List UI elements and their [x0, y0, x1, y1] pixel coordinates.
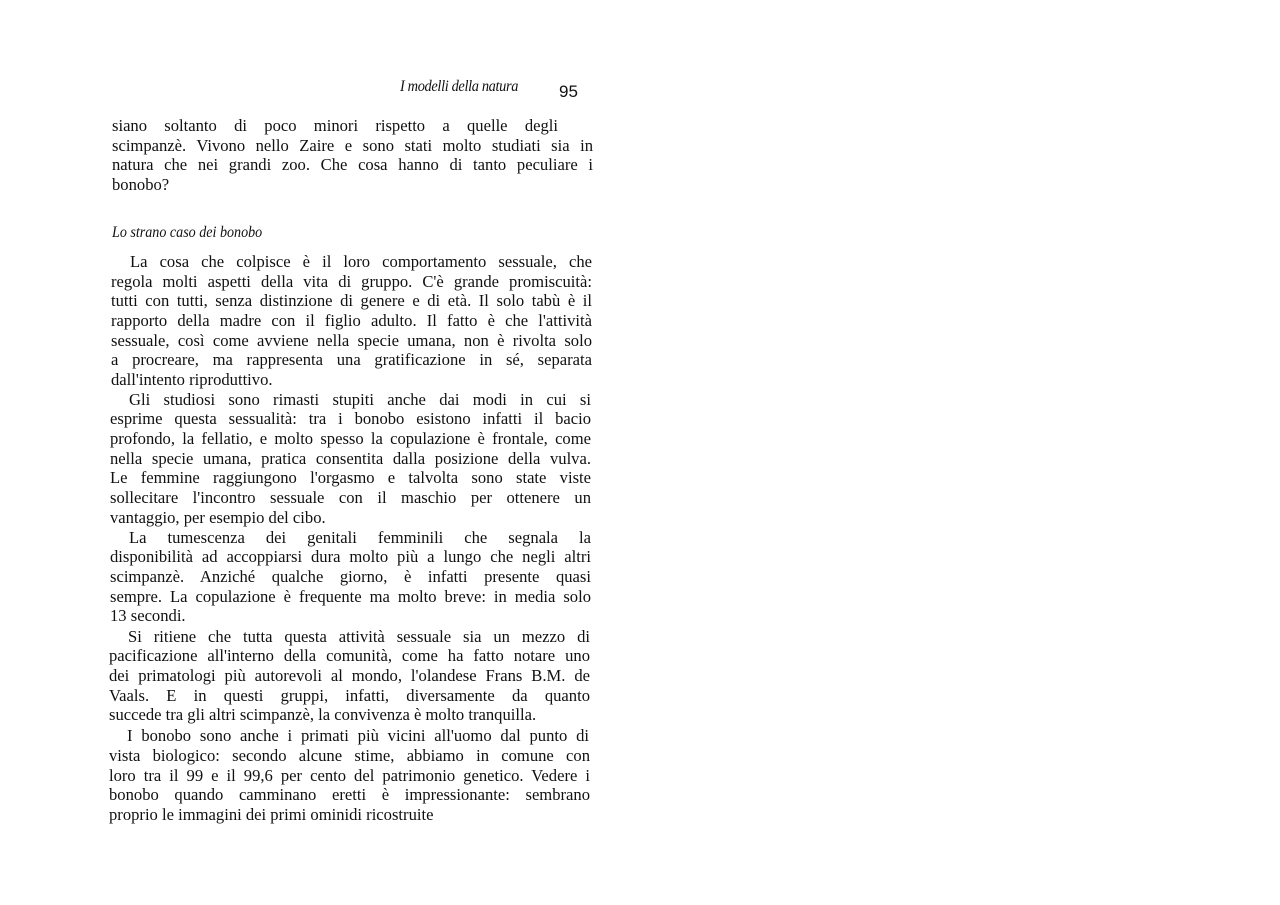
- text-line: succede tra gli altri scimpanzè, la convivenza è molto tranquilla.: [109, 705, 537, 724]
- text-line: sollecitare l'incontro sessuale con il maschio per ottenere un: [110, 488, 591, 507]
- text-line: nella specie umana, pratica consentita dalla posizione della vulva.: [110, 449, 591, 468]
- text-line: 13 secondi.: [110, 606, 186, 625]
- text-line: dall'intento riproduttivo.: [111, 370, 273, 389]
- text-line: La cosa che colpisce è il loro comportamento sessuale, che: [130, 252, 592, 271]
- text-line: tutti con tutti, senza distinzione di genere e di età. Il solo tabù è il: [111, 291, 592, 310]
- text-line: natura che nei grandi zoo. Che cosa hanno di tanto peculiare i: [112, 155, 593, 174]
- text-line: I bonobo sono anche i primati più vicini all'uomo dal punto di: [127, 726, 589, 745]
- text-line: rapporto della madre con il figlio adulto. Il fatto è che l'attività: [111, 311, 592, 330]
- text-line: pacificazione all'interno della comunità, come ha fatto notare uno: [109, 646, 590, 665]
- text-line: sempre. La copulazione è frequente ma molto breve: in media solo: [110, 587, 591, 606]
- text-line: Le femmine raggiungono l'orgasmo e talvolta sono state viste: [110, 468, 591, 487]
- section-title: Lo strano caso dei bonobo: [112, 224, 263, 241]
- text-line: La tumescenza dei genitali femminili che segnala la: [129, 528, 591, 547]
- text-line: a procreare, ma rappresenta una gratificazione in sé, separata: [111, 350, 592, 369]
- text-line: scimpanzè. Vivono nello Zaire e sono stati molto studiati sia in: [112, 136, 593, 155]
- page-number: 95: [559, 82, 578, 101]
- text-line: disponibilità ad accoppiarsi dura molto più a lungo che negli altri: [110, 547, 591, 566]
- text-line: bonobo quando camminano eretti è impressionante: sembrano: [109, 785, 590, 804]
- text-line: Si ritiene che tutta questa attività sessuale sia un mezzo di: [128, 627, 590, 646]
- text-line: dei primatologi più autorevoli al mondo, l'olandese Frans B.M. de: [109, 666, 590, 685]
- text-line: esprime questa sessualità: tra i bonobo esistono infatti il bacio: [110, 409, 591, 428]
- text-line: loro tra il 99 e il 99,6 per cento del patrimonio genetico. Vedere i: [109, 766, 590, 785]
- text-line: scimpanzè. Anziché qualche giorno, è infatti presente quasi: [110, 567, 591, 586]
- text-line: vantaggio, per esempio del cibo.: [110, 508, 326, 527]
- text-line: profondo, la fellatio, e molto spesso la copulazione è frontale, come: [110, 429, 591, 448]
- running-title: I modelli della natura: [400, 78, 519, 95]
- text-line: Vaals. E in questi gruppi, infatti, diversamente da quanto: [109, 686, 590, 705]
- text-line: bonobo?: [112, 175, 170, 194]
- text-line: siano soltanto di poco minori rispetto a quelle degli: [112, 116, 558, 135]
- text-line: regola molti aspetti della vita di gruppo. C'è grande promiscuità:: [111, 272, 592, 291]
- text-line: sessuale, così come avviene nella specie umana, non è rivolta solo: [111, 331, 592, 350]
- text-line: Gli studiosi sono rimasti stupiti anche dai modi in cui si: [129, 390, 591, 409]
- text-line: proprio le immagini dei primi ominidi ricostruite: [109, 805, 434, 824]
- text-line: vista biologico: secondo alcune stime, abbiamo in comune con: [109, 746, 590, 765]
